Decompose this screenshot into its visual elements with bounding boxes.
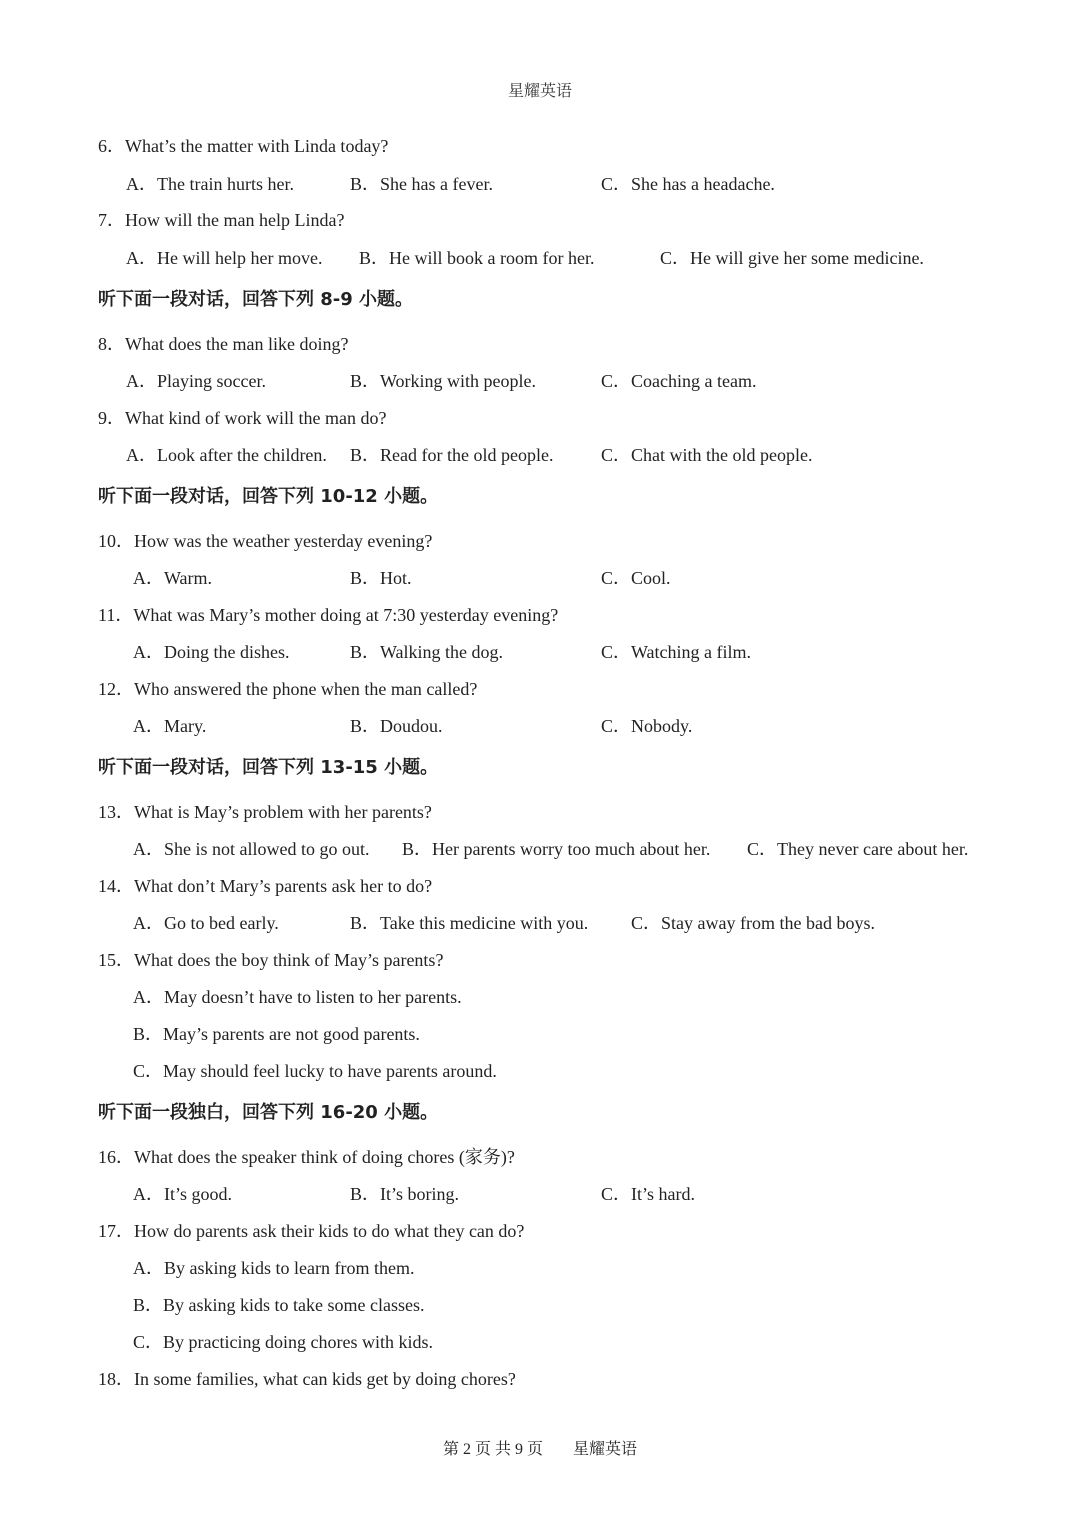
question-16: 16．What does the speaker think of doing chores (家务)?: [98, 1147, 515, 1167]
q10-option-b[interactable]: B．Hot.: [350, 568, 412, 588]
q10-option-c[interactable]: C．Cool.: [601, 568, 671, 588]
page-footer: [0, 1436, 1080, 1459]
question-12: 12．Who answered the phone when the man called?: [98, 679, 478, 699]
question-13: 13．What is May’s problem with her parents?: [98, 802, 432, 822]
question-14: 14．What don’t Mary’s parents ask her to do?: [98, 876, 433, 896]
q6-option-a[interactable]: A．The train hurts her.: [126, 174, 294, 194]
q16-option-b[interactable]: B．It’s boring.: [350, 1184, 460, 1204]
q12-option-b[interactable]: B．Doudou.: [350, 716, 443, 736]
q12-option-a[interactable]: A．Mary.: [133, 716, 207, 736]
question-6: 6．What’s the matter with Linda today?: [98, 136, 389, 156]
section-heading-8-9: 听下面一段对话，回答下列 8-9 小题。: [98, 289, 414, 310]
q17-option-c[interactable]: C．By practicing doing chores with kids.: [133, 1332, 433, 1352]
q7-option-b[interactable]: B．He will book a room for her.: [359, 248, 595, 268]
question-10: 10．How was the weather yesterday evening?: [98, 531, 433, 551]
section-heading-16-20: 听下面一段独白，回答下列 16-20 小题。: [98, 1102, 439, 1123]
q12-option-c[interactable]: C．Nobody.: [601, 716, 693, 736]
q8-option-b[interactable]: B．Working with people.: [350, 371, 537, 391]
q6-option-b[interactable]: B．She has a fever.: [350, 174, 493, 194]
section-heading-13-15: 听下面一段对话，回答下列 13-15 小题。: [98, 757, 439, 778]
question-8: 8．What does the man like doing?: [98, 334, 349, 354]
q13-option-b[interactable]: B．Her parents worry too much about her.: [402, 839, 711, 859]
q9-option-a[interactable]: A．Look after the children.: [126, 445, 327, 465]
q11-option-b[interactable]: B．Walking the dog.: [350, 642, 504, 662]
q11-option-a[interactable]: A．Doing the dishes.: [133, 642, 290, 662]
q14-option-a[interactable]: A．Go to bed early.: [133, 913, 279, 933]
q15-option-a[interactable]: A．May doesn’t have to listen to her parents.: [133, 987, 462, 1007]
q10-option-a[interactable]: A．Warm.: [133, 568, 213, 588]
question-17: 17．How do parents ask their kids to do what they can do?: [98, 1221, 525, 1241]
q8-option-c[interactable]: C．Coaching a team.: [601, 371, 757, 391]
q8-option-a[interactable]: A．Playing soccer.: [126, 371, 266, 391]
q14-option-b[interactable]: B．Take this medicine with you.: [350, 913, 589, 933]
q14-option-c[interactable]: C．Stay away from the bad boys.: [631, 913, 875, 933]
footer-brand: 星耀英语: [573, 1441, 638, 1458]
q16-option-c[interactable]: C．It’s hard.: [601, 1184, 695, 1204]
q9-option-c[interactable]: C．Chat with the old people.: [601, 445, 813, 465]
q13-option-c[interactable]: C．They never care about her.: [747, 839, 969, 859]
question-7: 7．How will the man help Linda?: [98, 210, 345, 230]
q13-option-a[interactable]: A．She is not allowed to go out.: [133, 839, 370, 859]
q15-option-b[interactable]: B．May’s parents are not good parents.: [133, 1024, 420, 1044]
question-11: 11．What was Mary’s mother doing at 7:30 yesterday evening?: [98, 605, 559, 625]
q15-option-c[interactable]: C．May should feel lucky to have parents around.: [133, 1061, 497, 1081]
q17-option-a[interactable]: A．By asking kids to learn from them.: [133, 1258, 415, 1278]
q16-option-a[interactable]: A．It’s good.: [133, 1184, 232, 1204]
q9-option-b[interactable]: B．Read for the old people.: [350, 445, 554, 465]
question-15: 15．What does the boy think of May’s parents?: [98, 950, 444, 970]
q7-option-a[interactable]: A．He will help her move.: [126, 248, 323, 268]
q7-option-c[interactable]: C．He will give her some medicine.: [660, 248, 924, 268]
section-heading-10-12: 听下面一段对话，回答下列 10-12 小题。: [98, 486, 439, 507]
q6-option-c[interactable]: C．She has a headache.: [601, 174, 775, 194]
question-9: 9．What kind of work will the man do?: [98, 408, 387, 428]
question-18: 18．In some families, what can kids get by doing chores?: [98, 1369, 516, 1389]
page-number: 第 2 页 共 9 页: [442, 1441, 543, 1458]
q11-option-c[interactable]: C．Watching a film.: [601, 642, 752, 662]
q17-option-b[interactable]: B．By asking kids to take some classes.: [133, 1295, 425, 1315]
page-header: 星耀英语: [507, 83, 572, 100]
